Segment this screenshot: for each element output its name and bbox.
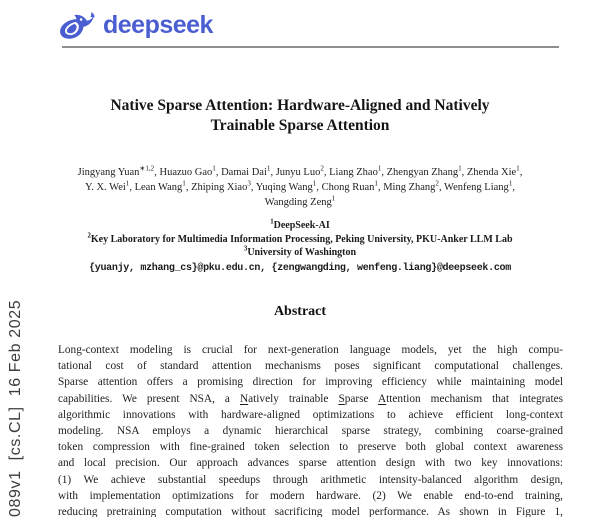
header-divider xyxy=(62,46,559,48)
affiliation-line: $^3$University of Washington xyxy=(243,245,357,258)
paper-title xyxy=(20,96,580,136)
deepseek-wordmark: deepseek xyxy=(103,11,213,39)
contact-emails: {yuanjy, mzhang_cs}@pku.edu.cn, {zengwangding, wenfeng.liang}@deepseek.com xyxy=(89,262,511,274)
abstract-line: (1) We achieve substantial speedups through arithmetic intensity-balanced algorithm design, xyxy=(58,473,563,486)
author-line: Y. X. Wei$^1$, Lean Wang$^1$, Zhiping Xiao$^3$, Yuqing Wang$^1$, Chong Ruan$^1$, Ming Zhang$^2$, Wenfeng Liang$^1$, xyxy=(85,179,515,193)
affiliations xyxy=(30,219,570,275)
deepseek-whale-icon xyxy=(59,10,96,41)
affiliation-line: $^2$Key Laboratory for Multimedia Information Processing, Peking University, PKU-Anker LLM Lab xyxy=(87,232,513,245)
affiliation-line: $^1$DeepSeek-AI xyxy=(270,218,330,231)
paper-title-line: Trainable Sparse Attention xyxy=(210,117,390,134)
arxiv-stamp: 089v1 [cs.CL] 16 Feb 2025 xyxy=(7,299,24,517)
deepseek-logo xyxy=(59,10,213,41)
abstract-line: Long-context modeling is crucial for next-generation language models, yet the high compu- xyxy=(58,344,563,356)
paper-title-line: Native Sparse Attention: Hardware-Aligned and Natively xyxy=(110,97,490,114)
abstract-line: reducing pretraining computation without sacrificing model performance. As shown in Figure 1, xyxy=(58,506,563,517)
abstract-line: with implementation optimizations for modern hardware. (2) We enable end-to-end training, xyxy=(58,489,563,502)
abstract-line: Sparse attention offers a promising direction for improving efficiency while maintaining model xyxy=(58,376,563,389)
abstract-line: capabilities. We present NSA, a Natively trainable Sparse Attention mechanism that integrates xyxy=(58,392,563,405)
abstract-line: modeling. NSA employs a dynamic hierarchical sparse strategy, combining coarse-grained xyxy=(58,425,563,438)
abstract-heading: Abstract xyxy=(273,304,327,319)
abstract-line: token compression with fine-grained token selection to preserve both global context awareness xyxy=(58,441,563,454)
author-list xyxy=(30,165,570,210)
abstract-line: algorithmic innovations with hardware-aligned optimizations to achieve efficient long-context xyxy=(58,408,563,421)
author-line: Wangding Zeng$^1$ xyxy=(264,194,336,208)
abstract-line: tational cost of standard attention mechanisms poses significant computational challenges. xyxy=(58,360,563,373)
abstract-line: and local precision. Our approach advances sparse attention design with two key innovations: xyxy=(58,457,563,470)
abstract-body xyxy=(58,342,563,517)
author-line: Jingyang Yuan$^{∗1,2}$, Huazuo Gao$^1$, Damai Dai$^1$, Junyu Luo$^2$, Liang Zhao$^1$, Zhengyan Zhang$^1$, Zhenda Xie$^1$, xyxy=(77,164,523,178)
